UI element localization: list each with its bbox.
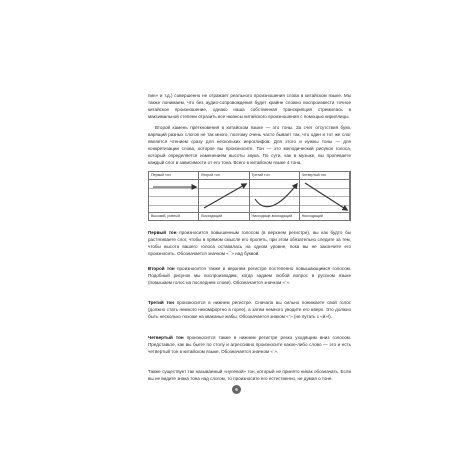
intro-paragraph-1 xyxy=(148,92,351,120)
page-number: 6 xyxy=(232,385,241,394)
tone-column-header: Четвертый тон xyxy=(300,172,349,180)
tone-column-footer: Высокий, ровный xyxy=(149,212,198,220)
tone-column-header: Первый тон xyxy=(149,172,198,180)
tone-column-footer: Восходящий xyxy=(199,212,248,220)
fourth-tone-text: произносится также в нижнем регистре резко уходящим вниз голосом. Представьте, как вы бьете по столу и агрессивно произносите какое-либо слово — это и есть четвертый тон в китайском языке. Обозначается значком «`». xyxy=(148,335,351,355)
tone-column-footer: Нисходяще-восходящий xyxy=(250,212,299,220)
neutral-tone-paragraph xyxy=(148,368,351,382)
tone-contour-table xyxy=(148,171,351,221)
fourth-tone-paragraph xyxy=(148,334,351,355)
neutral-tone-text: Также существует так называемый «нулевой» тон, который не принято никак обозначать. Если вы не видите знака тона над слогом, то произносите его естественно, не думая о тоне. xyxy=(148,369,351,382)
tone-column-header: Третий тон xyxy=(250,172,299,180)
intro-paragraph-2-text: Второй камень преткновения в китайском языке — это тоны. За счет отсутствия букв, варящий разных слогов не так много, поэтому очень часто бывает так, что один и тот же слог является чтением сразу для нескольких иероглифов. Для этого и нужны тоны — для конкретизации слова, которое вы произносите. Тон — это мелодический рисунок голоса, который определяется изменением высоты звука. По сути, как в музыке, вы пропеваете каждый слог в зависимости от его тона. Всего в китайском языке 4 тона. xyxy=(148,125,351,166)
first-tone-term: Первый тон xyxy=(148,230,177,235)
fourth-tone-term: Четвертый тон xyxy=(148,335,184,340)
second-tone-contour xyxy=(204,184,246,208)
tone-column-header: Второй тон xyxy=(199,172,248,180)
intro-paragraph-2 xyxy=(148,124,351,167)
first-tone-text: произносится повышенным голосом (в верхнем регистре), вы как будто бы растягиваете слог, чтобы в прямом смысле его пропеть, при этом обязательно следите за тем, чтобы высота вашего голоса оставалась на одном уровне, пока вы не закончите его произносить. Обозначается значком «¯» над буквой. xyxy=(148,230,351,257)
tone-column-footer: Нисходящий xyxy=(300,212,349,220)
third-tone-paragraph xyxy=(148,299,351,320)
intro-paragraph-1-text: пин» и т.д.) совершенно не отражает реального произношения слова в китайском языке. Мы также понимаем, что без аудио-сопровождения будет крайне сложно воспроизвести точное китайское произношение, однако наша собственная транскрипция стремилась в максимальной степени отразить все нюансы китайского произношения с помощью кириллицы. xyxy=(148,93,351,120)
fourth-tone-contour xyxy=(305,183,347,210)
third-tone-contour xyxy=(255,184,297,207)
second-tone-term: Второй тон xyxy=(148,266,175,271)
tone-contours xyxy=(149,172,352,222)
third-tone-text: произносится в нижнем регистре. Сначала вы сильно понижаете свой голос (должно стать немного некомфортно в горле), а затем немного уводите его вверх. Это должно быть несколько похоже на кваканье жабы. Обозначается знаком «ˇ» (не путать с «й»!). xyxy=(148,300,351,320)
second-tone-paragraph xyxy=(148,265,351,286)
first-tone-paragraph xyxy=(148,229,351,257)
second-tone-text: произносится также в верхнем регистре постепенно повышающимся голосом. Подобный рисунок мы воспроизводим, когда задаем любой вопрос в русском языке (повышаем голос на последнем слове). Обозначается значком «´». xyxy=(148,266,351,286)
third-tone-term: Третий тон xyxy=(148,300,175,305)
